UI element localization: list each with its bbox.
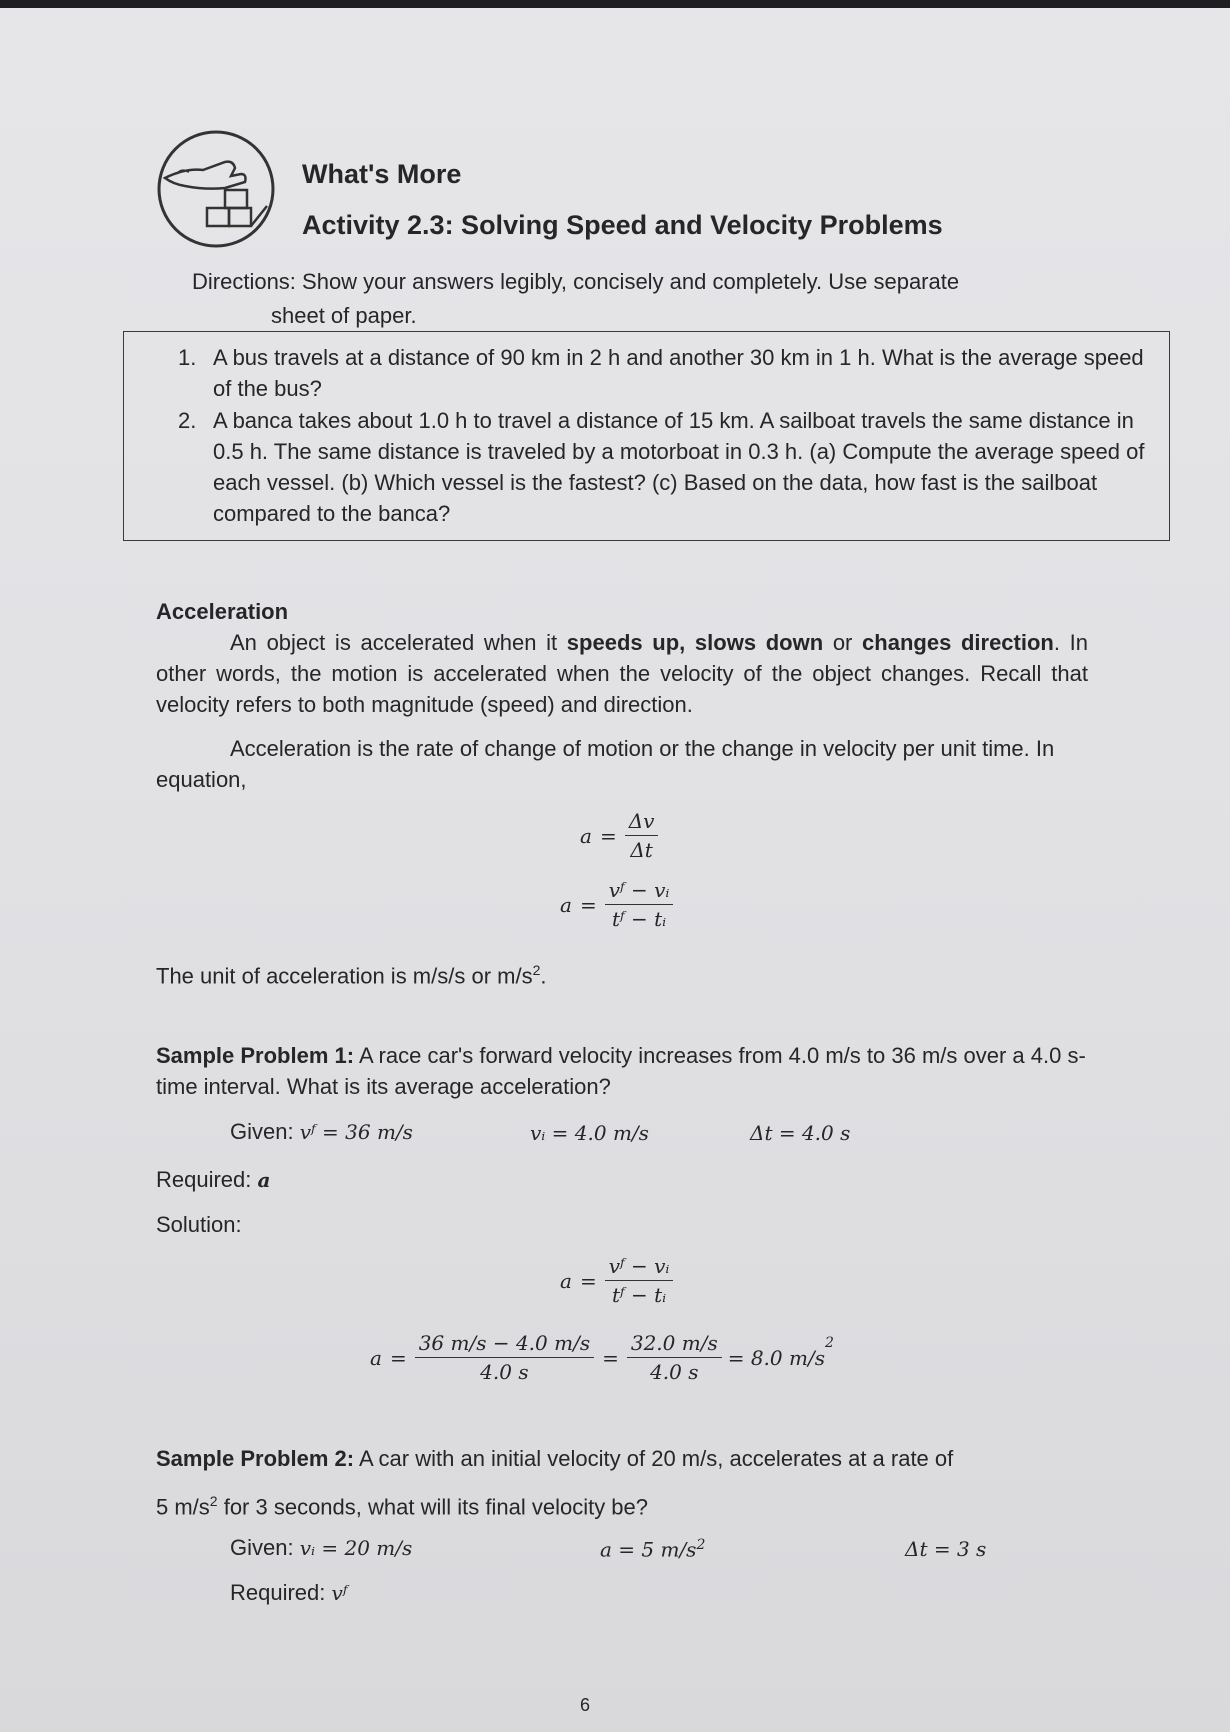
sample-1-solution-formula: a = $\frac{\text{vᶠ − vᵢ}}{\text{tᶠ − tᵢ}}$ [560, 1252, 673, 1309]
sample-1-solution-calc: a = $\frac{36 m/s - 4.0 m/s}{4.0 s}$ = $\frac{32.0 m/s}{4.0 s}$ = 8.0 m/s $^2$ [370, 1331, 834, 1384]
sample-problem-2-line-1: Sample Problem 2: A car with an initial velocity of 20 m/s, accelerates at a rate of [156, 1446, 954, 1471]
acceleration-paragraph-2: Acceleration is the rate of change of motion or the change in velocity per unit time. In equation, [156, 736, 1055, 792]
question-number: 1. [178, 345, 197, 370]
sample-problem-2-line-2: 5 $m/s^2$ for 3 seconds, what will its final velocity be? [156, 1493, 649, 1520]
question-number: 2. [178, 408, 197, 433]
question-text: A bus travels at a distance of 90 km in 2 h and another 30 km in 1 h. What is the average speed of the bus? [213, 345, 1144, 401]
top-border [0, 0, 1230, 8]
equation-definition: a = $\frac{\Delta v}{\Delta t}$ [580, 807, 658, 864]
activity-title: Activity 2.3: Solving Speed and Velocity Problems [302, 210, 943, 240]
unit-statement: The unit of acceleration is m/s/s or $m/s^2$. [156, 962, 547, 989]
acceleration-paragraph-1: An object is accelerated when it speeds up, slows down or changes direction. In other words, the motion is accelerated when the velocity of the object changes. Recall that velocity refers to both magnitude (speed) and direction. [156, 630, 1088, 717]
hand-writing-blocks-icon [155, 128, 277, 250]
sample-1-solution-label: Solution: [156, 1212, 242, 1237]
section-title: What's More [302, 159, 462, 189]
equation-expanded: a = $\frac{\text{vᶠ − vᵢ}}{\text{tᶠ − tᵢ}}$ [560, 876, 673, 933]
sample-2-given: Given: vᵢ = 20 m/s [230, 1535, 413, 1560]
question-text: A banca takes about 1.0 h to travel a distance of 15 km. A sailboat travels the same distance in 0.5 h. The same distance is traveled by a motorboat in 0.3 h. (a) Compute the average speed of each vessel. (b) Which vessel is the fastest? (c) Based on the data, how fast is the sailboat compared to the banca? [213, 408, 1145, 526]
acceleration-heading: Acceleration [156, 599, 289, 624]
page-number: 6 [580, 1695, 591, 1715]
sample-1-given: Given: vᶠ = 36 m/s [230, 1119, 413, 1144]
sample-problem-1: Sample Problem 1: A race car's forward velocity increases from 4.0 m/s to 36 m/s over a 4.0 s-time interval. What is its average acceleration? [156, 1043, 1086, 1099]
sample-2-given-dt: Δt = 3 s [905, 1537, 987, 1561]
sample-1-required: Required: a [156, 1167, 271, 1192]
sample-1-given-vi: vᵢ = 4.0 m/s [530, 1121, 649, 1145]
directions-line-2: sheet of paper. [271, 303, 417, 328]
sample-1-given-dt: Δt = 4.0 s [750, 1121, 851, 1145]
sample-2-given-a: a = 5 $m/s^2$ [600, 1537, 706, 1562]
directions-line-1: Directions: Show your answers legibly, concisely and completely. Use separate [192, 269, 960, 294]
sample-2-required: Required: vᶠ [230, 1580, 348, 1605]
